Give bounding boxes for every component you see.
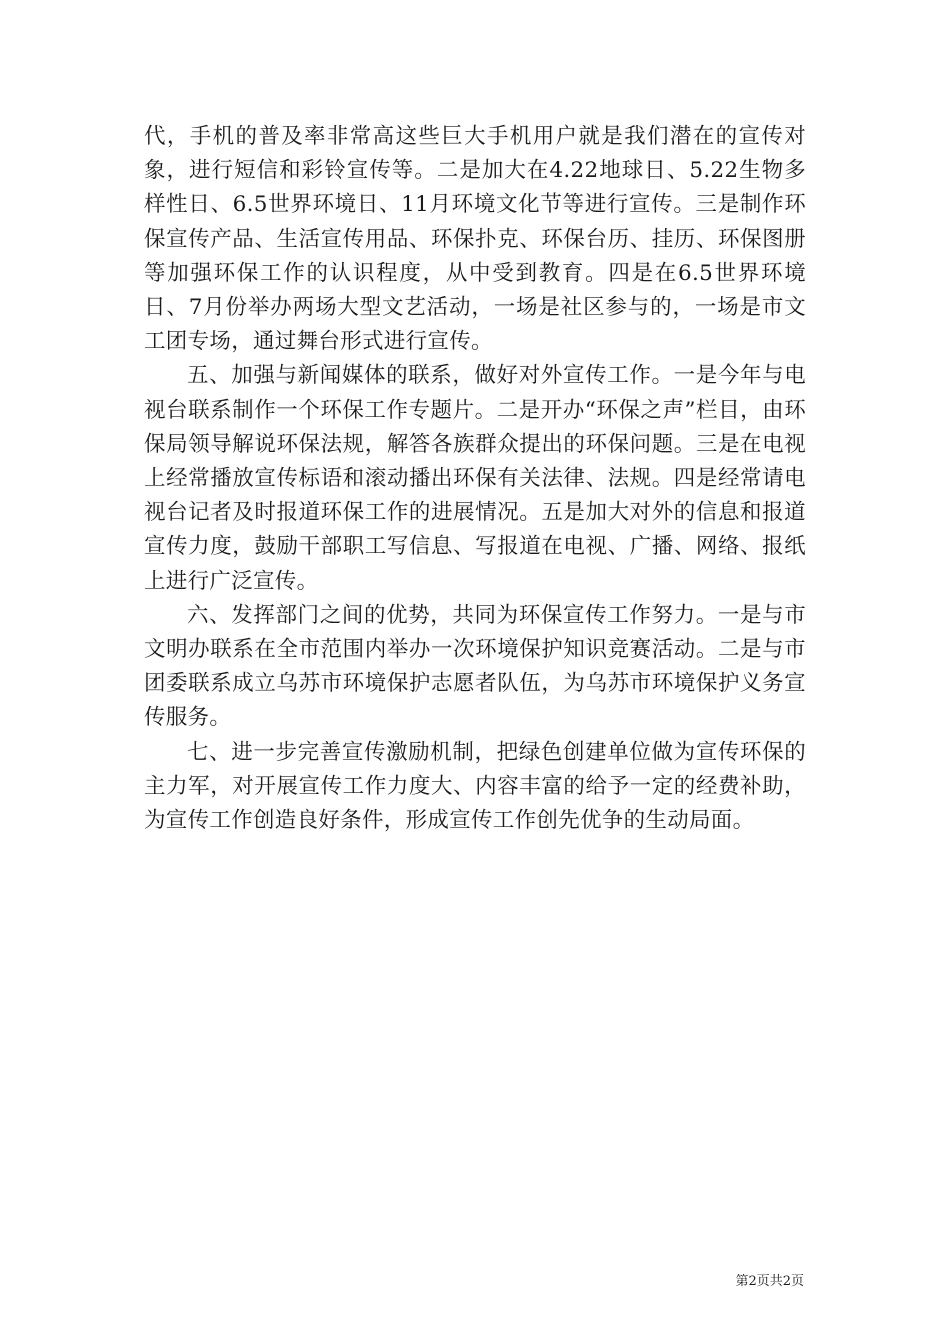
document-body [144, 120, 806, 838]
paragraph-incentive-mechanism: 七、进一步完善宣传激励机制，把绿色创建单位做为宣传环保的主力军，对开展宣传工作力度大、内容丰富的给予一定的经费补助，为宣传工作创造良好条件，形成宣传工作创先优争的生动局面。 [144, 739, 806, 834]
paragraph-media-outreach: 五、加强与新闻媒体的联系，做好对外宣传工作。一是今年与电视台联系制作一个环保工作专题片。二是开办“环保之声”栏目，由环保局领导解说环保法规，解答各族群众提出的环保问题。三是在电视上经常播放宣传标语和滚动播出环保有关法律、法规。四是经常请电视台记者及时报道环保工作的进展情况。五是加大对外的信息和报道宣传力度，鼓励干部职工写信息、写报道在电视、广播、网络、报纸上进行广泛宣传。 [144, 363, 806, 594]
paragraph-department-cooperation: 六、发挥部门之间的优势，共同为环保宣传工作努力。一是与市文明办联系在全市范围内举办一次环境保护知识竞赛活动。二是与市团委联系成立乌苏市环境保护志愿者队伍，为乌苏市环境保护义务宣传服务。 [144, 602, 806, 731]
page-number-footer: 第2页共2页 [735, 1274, 804, 1289]
paragraph-continuation: 代，手机的普及率非常高这些巨大手机用户就是我们潜在的宣传对象，进行短信和彩铃宣传等。二是加大在4.22地球日、5.22生物多样性日、6.5世界环境日、11月环境文化节等进行宣传。三是制作环保宣传产品、生活宣传用品、环保扑克、环保台历、挂历、环保图册等加强环保工作的认识程度，从中受到教育。四是在6.5世界环境日、7月份举办两场大型文艺活动，一场是社区参与的，一场是市文工团专场，通过舞台形式进行宣传。 [144, 124, 806, 355]
